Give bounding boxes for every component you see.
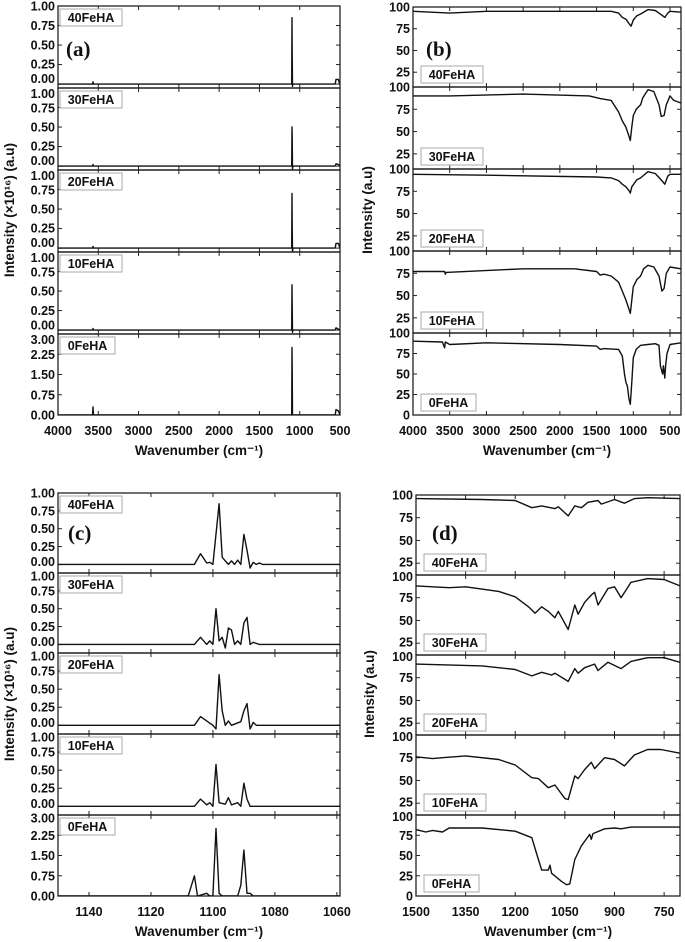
subplot-0FeHA <box>31 812 340 904</box>
y-tick-label: 0.75 <box>30 19 55 33</box>
y-tick-label: 50 <box>399 534 413 548</box>
y-tick-label: 25 <box>399 635 413 650</box>
series-line-40FeHA <box>413 10 681 27</box>
x-tick-label: 1000 <box>285 424 314 438</box>
y-tick-label: 0.25 <box>30 540 55 555</box>
y-tick-label: 0.75 <box>30 183 55 198</box>
y-tick-label: 0.50 <box>30 202 55 217</box>
x-tick-label: 2000 <box>545 424 574 438</box>
y-tick-label: 100 <box>392 488 413 503</box>
y-tick-label: 50 <box>396 125 410 140</box>
y-tick-label: 0.00 <box>30 408 55 423</box>
series-line-40FeHA <box>58 18 340 87</box>
y-tick-label: 100 <box>392 569 413 584</box>
legend-label: 0FeHA <box>67 820 108 834</box>
y-tick-label: 0.00 <box>30 554 55 569</box>
y-tick-label: 0.00 <box>30 796 55 811</box>
x-tick-label: 1500 <box>402 905 430 919</box>
y-tick-label: 2.25 <box>30 828 55 843</box>
series-line-30FeHA <box>58 127 340 169</box>
y-tick-label: 0.75 <box>30 664 55 679</box>
y-tick-label: 0.75 <box>30 101 55 116</box>
chart-a <box>2 0 350 458</box>
x-tick-label: 1100 <box>199 905 227 919</box>
y-tick-label: 1.00 <box>30 486 55 501</box>
legend-label: 40FeHA <box>428 68 476 82</box>
y-tick-label: 50 <box>396 44 410 58</box>
panel-label: (c) <box>68 521 92 545</box>
chart-c <box>2 487 351 940</box>
legend-label: 20FeHA <box>67 658 115 672</box>
y-tick-label: 0 <box>406 889 413 904</box>
subplot-0FeHA <box>389 327 681 423</box>
series-line-20FeHA <box>58 193 340 252</box>
y-tick-label: 75 <box>396 266 410 281</box>
legend-label: 30FeHA <box>67 93 115 107</box>
x-axis-title: Wavenumber (cm⁻¹) <box>134 443 264 458</box>
subplot-30FeHA <box>31 570 340 654</box>
legend-label: 40FeHA <box>67 498 115 512</box>
y-tick-label: 0.00 <box>30 318 55 333</box>
subplot-20FeHA <box>392 650 680 735</box>
x-tick-label: 1120 <box>137 905 165 919</box>
legend-label: 30FeHA <box>431 636 479 650</box>
y-axis-title: Intensity (×10¹⁶) (a.u) <box>2 142 17 278</box>
legend-label: 40FeHA <box>67 11 115 25</box>
subplot-0FeHA <box>392 810 680 904</box>
series-line-30FeHA <box>413 90 681 141</box>
y-tick-label: 25 <box>399 869 413 884</box>
y-tick-label: 1.00 <box>30 649 55 664</box>
series-line-20FeHA <box>413 172 681 193</box>
y-tick-label: 1.00 <box>30 86 55 101</box>
y-tick-label: 100 <box>392 729 413 744</box>
series-line-30FeHA <box>58 609 340 648</box>
subplot-30FeHA <box>389 81 681 170</box>
y-tick-label: 0.50 <box>30 120 55 135</box>
y-tick-label: 25 <box>396 388 410 402</box>
y-axis-title: Intensity (a.u) <box>362 650 377 738</box>
panel-label: (a) <box>66 37 91 61</box>
x-tick-label: 2500 <box>509 424 538 438</box>
x-tick-label: 1350 <box>451 905 480 919</box>
x-tick-label: 1200 <box>501 905 530 919</box>
x-tick-label: 2500 <box>164 424 193 438</box>
y-tick-label: 0.00 <box>30 715 55 730</box>
y-tick-label: 1.50 <box>30 849 55 863</box>
subplot-10FeHA <box>31 251 340 334</box>
y-tick-label: 75 <box>399 828 413 843</box>
y-tick-label: 100 <box>389 80 410 95</box>
x-tick-label: 500 <box>659 424 681 438</box>
subplot-10FeHA <box>392 730 680 815</box>
y-tick-label: 0.00 <box>30 236 55 251</box>
y-tick-label: 25 <box>396 147 410 162</box>
y-tick-label: 100 <box>389 0 410 15</box>
y-tick-label: 1.50 <box>30 368 55 382</box>
x-axis-title: Wavenumber (cm⁻¹) <box>483 924 613 939</box>
y-tick-label: 0.25 <box>30 57 55 72</box>
subplot-10FeHA <box>31 731 340 816</box>
y-tick-label: 50 <box>396 207 410 222</box>
y-tick-label: 0.50 <box>30 284 55 299</box>
subplot-30FeHA <box>392 570 680 655</box>
x-tick-label: 3000 <box>124 424 153 438</box>
x-tick-label: 1500 <box>582 424 611 438</box>
legend-label: 30FeHA <box>428 150 476 164</box>
y-tick-label: 100 <box>389 162 410 177</box>
legend-label: 20FeHA <box>428 232 476 246</box>
subplot-20FeHA <box>31 650 340 735</box>
y-tick-label: 25 <box>399 795 413 810</box>
x-tick-label: 1080 <box>261 905 289 919</box>
series-line-10FeHA <box>58 764 340 806</box>
y-tick-label: 1.00 <box>30 730 55 745</box>
y-tick-label: 100 <box>392 649 413 664</box>
y-tick-label: 50 <box>399 694 413 708</box>
legend-label: 0FeHA <box>428 396 469 410</box>
y-tick-label: 75 <box>396 22 410 37</box>
y-tick-label: 0 <box>403 408 410 423</box>
series-line-10FeHA <box>413 265 681 313</box>
y-tick-label: 0.25 <box>30 620 55 635</box>
y-tick-label: 50 <box>399 614 413 628</box>
y-tick-label: 0.75 <box>30 388 55 403</box>
x-tick-label: 1000 <box>619 424 648 438</box>
y-tick-label: 75 <box>399 511 413 526</box>
y-tick-label: 0.00 <box>30 72 55 87</box>
subplot-20FeHA <box>31 169 340 252</box>
y-tick-label: 25 <box>396 311 410 326</box>
y-tick-label: 0.25 <box>30 221 55 236</box>
x-tick-label: 3500 <box>435 424 464 438</box>
legend-label: 40FeHA <box>431 556 479 570</box>
series-line-20FeHA <box>416 658 680 682</box>
series-line-0FeHA <box>58 348 340 416</box>
y-tick-label: 0.50 <box>30 602 55 617</box>
y-tick-label: 25 <box>396 65 410 80</box>
panel-label: (b) <box>426 37 452 61</box>
series-line-10FeHA <box>416 750 680 800</box>
x-axis-title: Wavenumber (cm⁻¹) <box>482 443 612 458</box>
x-tick-label: 750 <box>653 905 675 919</box>
y-tick-label: 25 <box>399 555 413 570</box>
y-tick-label: 1.00 <box>30 250 55 265</box>
y-tick-label: 100 <box>392 809 413 824</box>
x-tick-label: 900 <box>604 905 625 919</box>
legend-label: 10FeHA <box>428 314 476 328</box>
y-tick-label: 100 <box>389 244 410 259</box>
y-tick-label: 0.25 <box>30 139 55 154</box>
series-line-10FeHA <box>58 285 340 333</box>
x-tick-label: 2000 <box>205 424 234 438</box>
x-tick-label: 3000 <box>472 424 501 438</box>
y-tick-label: 0.75 <box>30 869 55 884</box>
y-tick-label: 0.75 <box>30 265 55 280</box>
y-tick-label: 25 <box>396 229 410 244</box>
legend-label: 20FeHA <box>431 716 479 730</box>
y-tick-label: 0.00 <box>30 634 55 649</box>
subplot-20FeHA <box>389 163 681 252</box>
x-tick-label: 500 <box>329 424 351 438</box>
y-tick-label: 75 <box>399 751 413 766</box>
y-tick-label: 75 <box>399 671 413 686</box>
subplot-0FeHA <box>31 333 340 423</box>
y-tick-label: 1.00 <box>30 168 55 183</box>
y-tick-label: 75 <box>399 591 413 606</box>
y-tick-label: 50 <box>396 289 410 304</box>
legend-label: 20FeHA <box>67 175 115 189</box>
chart-d <box>362 489 680 940</box>
y-tick-label: 75 <box>396 347 410 361</box>
y-axis-title: Intensity (×10¹⁶) (a.u) <box>2 626 17 762</box>
y-tick-label: 0.25 <box>30 781 55 796</box>
x-tick-label: 4000 <box>44 424 72 438</box>
x-tick-label: 1050 <box>550 905 579 919</box>
y-tick-label: 0.50 <box>30 522 55 537</box>
x-tick-label: 1140 <box>75 905 103 919</box>
y-tick-label: 0.75 <box>30 584 55 599</box>
y-tick-label: 75 <box>396 184 410 199</box>
y-tick-label: 50 <box>399 774 413 788</box>
x-tick-label: 4000 <box>399 424 427 438</box>
series-line-0FeHA <box>58 829 340 897</box>
series-line-40FeHA <box>416 498 680 516</box>
y-tick-label: 0.25 <box>30 700 55 715</box>
y-tick-label: 50 <box>396 367 410 382</box>
x-tick-label: 3500 <box>84 424 113 438</box>
y-tick-label: 1.00 <box>30 0 55 14</box>
series-line-20FeHA <box>58 675 340 729</box>
y-tick-label: 0.50 <box>30 682 55 697</box>
y-tick-label: 0.50 <box>30 763 55 778</box>
y-axis-title: Intensity (a.u) <box>360 166 375 254</box>
y-tick-label: 100 <box>389 326 410 341</box>
y-tick-label: 0.75 <box>30 504 55 519</box>
legend-label: 10FeHA <box>431 796 479 810</box>
series-line-30FeHA <box>416 579 680 630</box>
subplot-30FeHA <box>31 87 340 170</box>
legend-label: 0FeHA <box>67 339 108 353</box>
x-tick-label: 1500 <box>245 424 274 438</box>
y-tick-label: 0.75 <box>30 745 55 760</box>
y-tick-label: 3.00 <box>30 333 55 347</box>
y-tick-label: 2.25 <box>30 347 55 362</box>
y-tick-label: 1.00 <box>30 569 55 584</box>
y-tick-label: 0.25 <box>30 303 55 318</box>
legend-label: 0FeHA <box>431 877 472 891</box>
y-tick-label: 0.00 <box>30 154 55 169</box>
legend-label: 30FeHA <box>67 578 115 592</box>
y-tick-label: 0.50 <box>30 38 55 53</box>
legend-label: 10FeHA <box>67 739 115 753</box>
y-tick-label: 75 <box>396 102 410 117</box>
x-tick-label: 1060 <box>322 905 351 919</box>
x-axis-title: Wavenumber (cm⁻¹) <box>134 924 264 939</box>
y-tick-label: 50 <box>399 849 413 863</box>
y-tick-label: 0.00 <box>30 889 55 904</box>
panel-label: (d) <box>432 521 458 545</box>
legend-label: 10FeHA <box>67 257 115 271</box>
y-tick-label: 25 <box>399 715 413 730</box>
chart-b <box>360 1 681 459</box>
subplot-10FeHA <box>389 245 681 334</box>
y-tick-label: 3.00 <box>30 811 55 826</box>
